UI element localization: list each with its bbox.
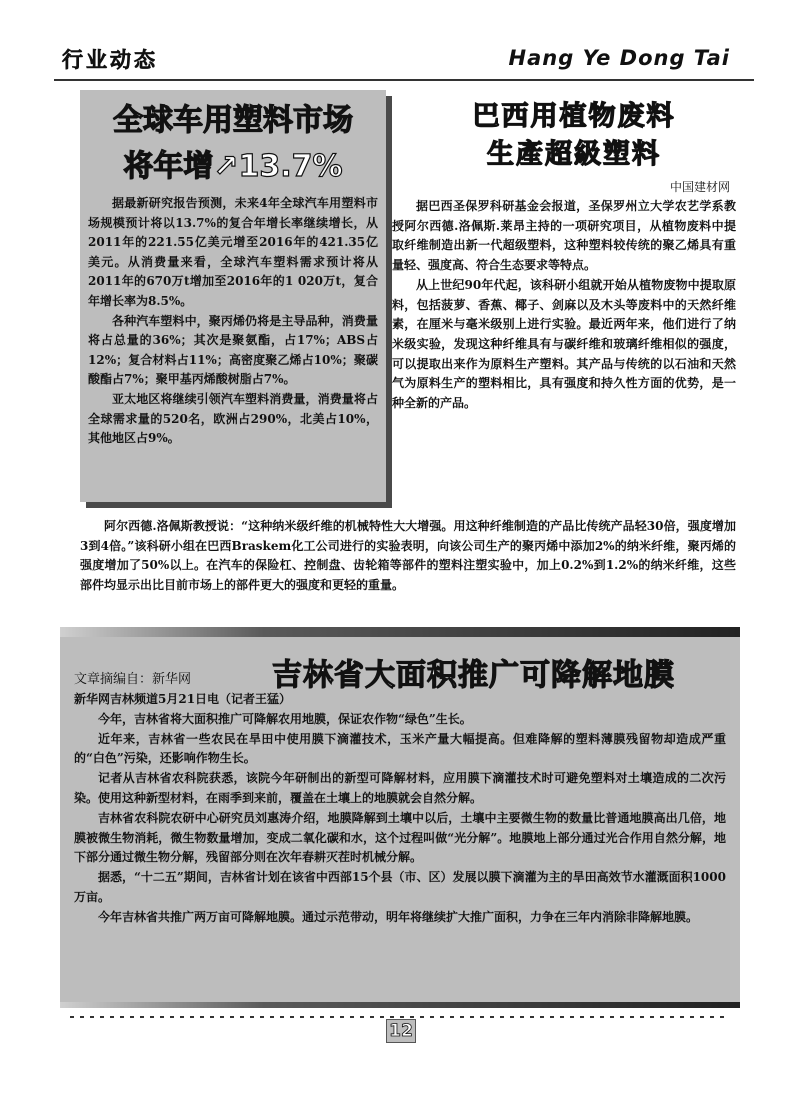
- section-title-pinyin: Hang Ye Dong Tai: [508, 46, 730, 70]
- article3-dateline: 新华网吉林频道5月21日电（记者王猛）: [74, 692, 292, 706]
- article3-paragraph: 今年，吉林省将大面积推广可降解农用地膜，保证农作物“绿色”生长。: [98, 711, 472, 726]
- article2-source: 中国建材网: [669, 180, 730, 194]
- article1-title: [88, 98, 378, 190]
- article1-title-line: 将年增↗13.7%: [123, 149, 343, 184]
- article1-title-line: 全球车用塑料市场: [113, 103, 353, 138]
- article3-paragraph: 记者从吉林省农科院获悉，该院今年研制出的新型可降解材料，应用膜下滴灌技术时可避免塑料对土壤造成的二次污染。使用这种新型材料，在雨季到来前，覆盖在土壤上的地膜就会自然分解。: [74, 771, 726, 805]
- article1-body: [88, 194, 378, 449]
- article3-body: [74, 690, 726, 928]
- article1-paragraph: 亚太地区将继续引领汽车塑料消费量，消费量将占全球需求量的520名，欧洲占290%，北美占10%，其他地区占9%。: [88, 391, 378, 446]
- article2-paragraph: 从上世纪90年代起，该科研小组就开始从植物废物中提取原料，包括菠萝、香蕉、椰子、剑麻以及木头等废料中的天然纤维素，在厘米与毫米级别上进行实验。最近两年来，他们进行了纳米级实验，发现这种纤维具有与碳纤维和玻璃纤维相似的强度，可以提取出来作为原料生产塑料。其产品与传统的以石油和天然气为原料生产的塑料相比，具有强度和持久性方面的优势，是一种全新的产品。: [392, 277, 736, 411]
- article2-body: [392, 197, 736, 414]
- article3-paragraph: 吉林省农科院农研中心研究员刘惠涛介绍，地膜降解到土壤中以后，土壤中主要微生物的数量比普通地膜高出几倍，地膜被微生物消耗，微生物数量增加，变成二氧化碳和水，这个过程叫做“光分解”。地膜地上部分通过光合作用自然分解，地下部分通过微生物分解，残留部分则在次年春耕灭茬时机械分解。: [74, 810, 726, 865]
- article3-paragraph: 据悉，“十二五”期间，吉林省计划在该省中西部15个县（市、区）发展以膜下滴灌为主的旱田高效节水灌溉面积1000万亩。: [74, 870, 726, 904]
- article1-paragraph: 据最新研究报告预测，未来4年全球汽车用塑料市场规模预计将以13.7%的复合年增长率继续增长，从2011年的221.55亿美元增至2016年的421.35亿美元。从消费量来看，全球汽车塑料需求预计将从2011年的670万t增加至2016年的1 020万t，复合年增长率为8.5%。: [88, 196, 378, 308]
- article1-paragraph: 各种汽车塑料中，聚丙烯仍将是主导品种，消费量将占总量的36%；其次是聚氨酯，占17%；ABS占12%；复合材料占11%；高密度聚乙烯占10%；聚碳酸酯占7%；聚甲基丙烯酸树脂占7%。: [88, 313, 378, 387]
- article2-title-line: 生產超級塑料: [487, 139, 661, 170]
- article3-bottom-bar: [60, 1002, 740, 1008]
- article3-paragraph: 今年吉林省共推广两万亩可降解地膜。通过示范带动，明年将继续扩大推广面积，力争在三年内消除非降解地膜。: [98, 909, 699, 924]
- article2-title-line: 巴西用植物废料: [472, 101, 676, 132]
- article3-title: 吉林省大面积推广可降解地膜: [272, 658, 675, 693]
- article3-paragraph: 近年来，吉林省一些农民在旱田中使用膜下滴灌技术，玉米产量大幅提高。但难降解的塑料薄膜残留物却造成严重的“白色”污染，还影响作物生长。: [74, 731, 726, 766]
- article3-source: 文章摘编自：新华网: [74, 672, 192, 687]
- article2-title: [404, 98, 744, 174]
- page-number: 12: [386, 1019, 416, 1043]
- article3-top-bar: [60, 627, 740, 637]
- article2-full-paragraph: 阿尔西德.洛佩斯教授说：“这种纳米级纤维的机械特性大大增强。用这种纤维制造的产品比传统产品轻30倍，强度增加3到4倍。”该科研小组在巴西Braskem化工公司进行的实验表明，向该公司生产的聚丙烯中添加2%的纳米纤维，聚丙烯的强度增加了50%以上。在汽车的保险杠、控制盘、齿轮箱等部件的塑料注塑实验中，加上0.2%到1.2%的纳米纤维，这些部件均显示出比目前市场上的部件更大的强度和更轻的重量。: [80, 519, 736, 592]
- footer-dotted-rule: [70, 1016, 730, 1018]
- header-divider: [54, 79, 754, 81]
- section-title: 行业动态: [62, 47, 158, 72]
- article2-paragraph: 据巴西圣保罗科研基金会报道，圣保罗州立大学农艺学系教授阿尔西德.洛佩斯.莱昂主持的一项研究项目，从植物废料中提取纤维制造出新一代超级塑料，这种塑料较传统的聚乙烯具有重量轻、强度高、符合生态要求等特点。: [392, 199, 736, 273]
